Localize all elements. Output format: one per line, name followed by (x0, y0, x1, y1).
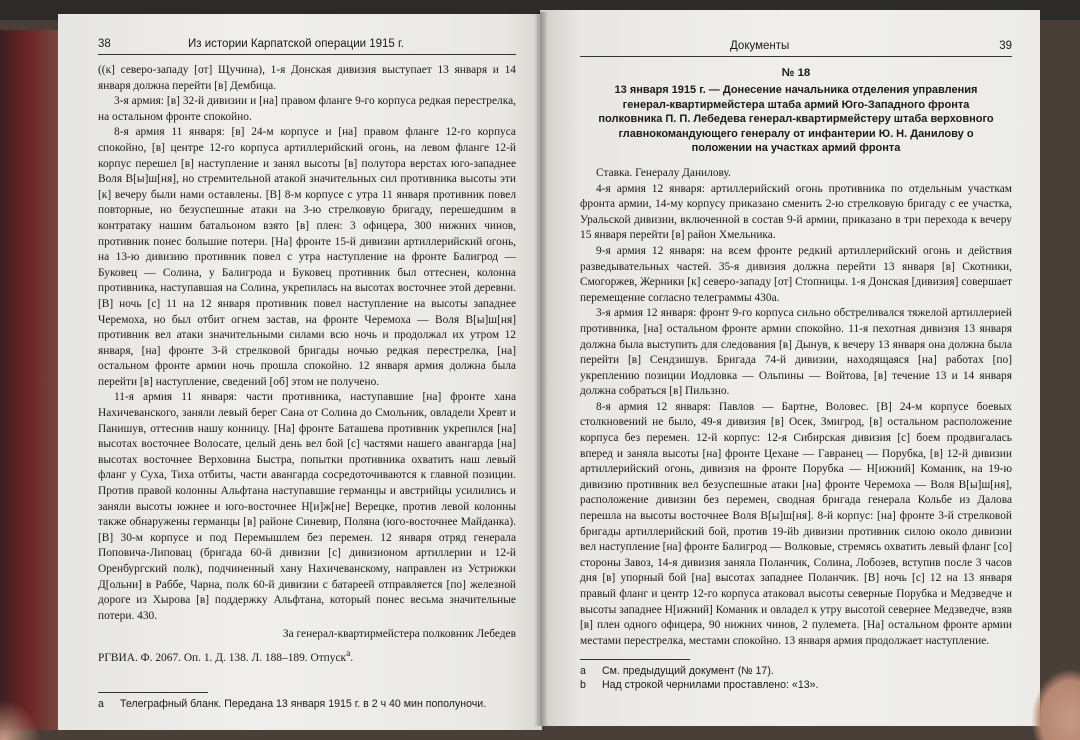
left-page (58, 14, 542, 730)
right-page (540, 10, 1040, 726)
signature: За генерал-квартирмейстера полковник Лебедев (282, 628, 516, 641)
paragraph: 8-я армия 12 января: Павлов — Бартне, Воловес. [В] 24-м корпусе боевых столкновений не было, 49-я дивизия [в] Осек, Змигрод, [в] остальном расположение корпуса без перемен. 12-й корпус: 12-я Сибирская дивизия [с] боем продвигалась вперед и заняла высоты [на] фронте Цехане — Гавранец — Порубка, [в] 12-й дивизии артиллерийский огонь, дивизия на фронте Порубка — Н[ижний] Команик, на 19-ю дивизию противник вел безуспешные атаки [на] фронте Черемоха — Воля В[ы]ш[ня], расположение дивизии без перемен, сводная бригада генерала Кольбе из Далова перешла на высоты восточнее Воля В[ы]ш[ня]. 8-й корпус: [на] фронте 3-й стрелковой бригады артиллерийский бой, против 19-йb дивизии противник силою около дивизии вел наступление [на] фронте Балигрод — Волковые, стремясь охватить левый фланг [со] стороны Завоз, 14-я дивизия заняла Поланчик, Солина, Лобозев, вступив после 3 часов дня [в] упорный бой [на] высотах западнее Поланчик. [В] ночь [с] 12 на 13 января правый фланг и центр 12-го корпуса атаковал высоты северные Порубка и Медзведче и высоты западнее Н[ижний] Команик и овладел к утру высотой севернее Медзведче, взяв [в] плен одного офицера, 90 нижних чинов, 2 пулемета. [На] остальном фронте армии местами перестрелка, местами спокойно. 13 января армия продолжает наступление. (580, 400, 1012, 647)
footnote-marker: b (580, 679, 586, 692)
footnote-text: Телеграфный бланк. Передана 13 января 1915 г. в 2 ч 40 мин пополуночи. (120, 698, 487, 711)
document-number: № 18 (781, 67, 811, 79)
left-page-header (98, 38, 516, 55)
footnote (580, 664, 1012, 678)
paragraph: 9-я армия 12 января: на всем фронте редкий артиллерийский огонь и действия разведывательных частей. 35-я дивизия должна перейти 13 января [в] Скотники, Смогоржев, Жерники [к] северо-западу [от] Стопницы. 1-я Донская [дивизия] совершает перемещение согласно телеграммы 430а. (580, 244, 1012, 304)
document-title: 13 января 1915 г. — Донесение начальника отделения управления генерал-квартирмейстера штаба армий Юго-Западного фронта полковника П. П. Лебедева генерал-квартирмейстеру штаба верховного главнокомандующего генералу от инфантерии Ю. Н. Данилову о положении на участках армий фронта (598, 84, 994, 155)
book-edge (0, 30, 60, 730)
paragraph: 11-я армия 11 января: части противника, наступавшие [на] фронте хана Нахичеванского, заняли левый берег Сана от Солина до Смольник, овладели Хревт и Панишув, оттеснив нашу конницу. [На] фронте Баташева противник укрепился [на] высотах восточнее Волосате, целый день вел бой [с] частями нашего авангарда [на] высотах восточнее Верховина Быстра, попытки противника охватить наш левый фланг у Суха, Тиха отбиты, части авангарда сосредоточиваются к главной позиции. Против правой колонны Альфтана наступавшие германцы и австрийцы усилились и заняли высоты южнее и юго-восточнее Н[и]ж[не] Верецке, против левой колонны также обнаружены германцы [в] районе Синевир, Поляна (юго-восточнее Майданка). [В] 30-м корпусе и под Перемышлем без перемен. 12 января отряд генерала Поповича-Липовац (бригада 60-й дивизии [с] дивизионом артиллерии и 12-й Оренбургский полк), подчиненный хану Нахичеванскому, направлен из Устрижки Д[ольни] в Раббе, Чарна, полк 60-й дивизии с батареей отправляется [по] железной дороге из Хырова [в] поддержку Альфтана, который понес весьма значительные потери. 430. (98, 391, 516, 622)
left-page-text (98, 63, 516, 624)
page-number: 39 (999, 40, 1012, 52)
paragraph: 3-я армия: [в] 32-й дивизии и [на] правом фланге 9-го корпуса редкая перестрелка, на остальном фронте спокойно. (98, 95, 516, 123)
paragraph: 3-я армия 12 января: фронт 9-го корпуса сильно обстреливался тяжелой артиллерией противника, [на] остальном фронте армии спокойно. 11-я пехотная дивизия 13 января должна была выступить для следования [в] Дынув, к вечеру 13 января она должна была перейти [в] Сендзишув. Бригада 74-й дивизии, находящаяся [на] работах [по] укреплению позиции Иодловка — Ольпины — Войтова, [в] течение 13 и 14 января должна собраться [в] Пильзно. (580, 307, 1012, 398)
book-spine (535, 12, 547, 726)
page-number: 38 (98, 38, 111, 50)
footnote (98, 697, 516, 711)
archive-reference: РГВИА. Ф. 2067. Оп. 1. Д. 138. Л. 188–189. Отпуск$^а$. (98, 649, 354, 665)
footnote (580, 678, 1012, 692)
finger (0, 700, 40, 740)
footnote-text: Над строкой чернилами проставлено: «13». (602, 679, 819, 692)
footnote-marker: а (346, 649, 351, 660)
paragraph: 8-я армия 11 января: [в] 24-м корпусе и [на] правом фланге 12-го корпуса спокойно, [в] центре 12-го корпуса артиллерийский огонь, на левом фланге 12-й корпус перешел [в] наступление и занял высоты [в] полутора верстах юго-западнее Воля В[ы]ш[ня], но стремительной атакой значительных сил противника высоты эти [к] вечеру были нами оставлены. [В] 8-м корпусе с утра 11 января противник повел повторные, но безуспешные атаки на 3-ю стрелковую бригаду, перешедшим в контратаку нашим батальоном взято [в] плен: 3 офицера, 300 нижних чинов, противник понес большие потери. [На] фронте 15-й дивизии артиллерийский огонь, на 13-ю дивизию противник повел с утра наступление на фронте Балигрод — Буковец — Солина, у Балигрода и Буковец противник был оттеснен, колонна противника, наступавшая на Солина, укрепилась на высотах восточнее этой деревни. [В] ночь [с] 11 на 12 января противник повел наступление на высоты западнее Черемоха, но был отбит огнем застав, на фронте Черемоха — Воля В[ы]ш[ня] противник вел атаки значительными силами всю ночь и продолжал их утром 12 января, [на] фронте 3-й стрелковой бригады ночью редкая перестрелка, [на] остальном фронте армии ночь прошла спокойно. 12 января армия должна была перейти [в] наступление, сведений [об] этом не получено. (98, 126, 516, 388)
running-title: Из истории Карпатской операции 1915 г. (188, 38, 405, 50)
right-page-text (580, 166, 1012, 649)
paragraph: 4-я армия 12 января: артиллерийский огонь противника по отдельным участкам фронта армии, 14-му корпусу приказано сменить 2-ю стрелковую бригаду с ее участка, Уральской дивизии, включенной в состав 9-й армии, приказано в три перехода к вечеру 15 января перейти [в] район Хмельника. (580, 182, 1012, 242)
running-title: Документы (730, 40, 790, 52)
archive-reference-text: РГВИА. Ф. 2067. Оп. 1. Д. 138. Л. 188–189. Отпуск (98, 652, 347, 665)
footnote-text: См. предыдущий документ (№ 17). (602, 665, 774, 678)
right-page-header (580, 40, 1012, 57)
hand (1032, 670, 1080, 740)
footnote-marker: а (580, 665, 586, 678)
footnote-rule (98, 692, 208, 693)
paragraph: Ставка. Генералу Данилову. (596, 166, 731, 179)
footnote-marker: а (98, 698, 104, 711)
paragraph: ((к] северо-западу [от] Щучина), 1-я Донская дивизия выступает 13 января и 14 января должна перейти [в] Дембица. (98, 64, 516, 92)
footnote-rule (580, 659, 690, 660)
